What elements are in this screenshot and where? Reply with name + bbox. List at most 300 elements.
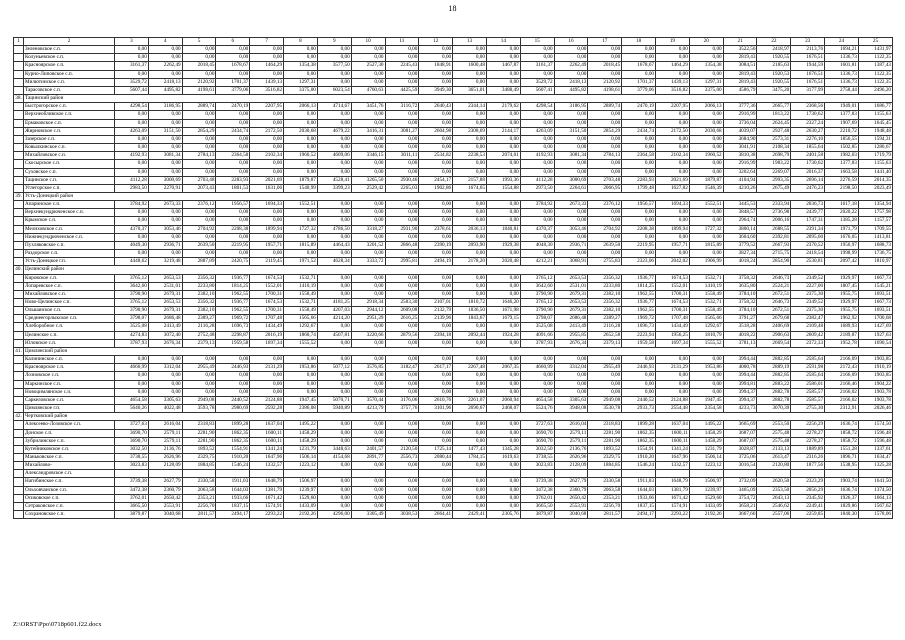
value-cell: 0,00 (115, 135, 149, 143)
value-cell: 0,00 (216, 135, 250, 143)
value-cell: 1697,34 (250, 339, 284, 347)
row-number-cell (14, 307, 24, 315)
value-cell: 0,00 (453, 478, 487, 486)
value-cell: 0,00 (453, 250, 487, 258)
value-cell: 2616,25 (385, 315, 419, 323)
value-cell: 0,00 (486, 54, 520, 62)
value-cell (115, 470, 149, 478)
value-cell: 0,00 (250, 233, 284, 241)
header-cell: 16 (554, 38, 588, 46)
value-cell: 1960,52 (689, 152, 723, 160)
settlement-name-cell: Ново-Целинское с.п. (24, 299, 115, 307)
value-cell: 2124,88 (250, 396, 284, 404)
value-cell: 0,00 (351, 217, 385, 225)
value-cell: 2557,06 (757, 511, 791, 519)
value-cell: 2066,13 (284, 103, 318, 111)
value-cell: 0,00 (486, 478, 520, 486)
value-cell: 0,00 (216, 250, 250, 258)
value-cell: 0,00 (453, 209, 487, 217)
value-cell: 2964,74 (723, 217, 757, 225)
header-cell: 20 (689, 38, 723, 46)
value-cell: 4198,61 (588, 86, 622, 94)
value-cell: 2265,03 (385, 184, 419, 192)
value-cell: 4660,99 (115, 364, 149, 372)
value-cell: 2434,74 (216, 127, 250, 135)
section-number: 39. (15, 192, 22, 199)
table-row (14, 388, 893, 396)
value-cell: 2256,29 (791, 421, 825, 429)
value-cell: 1700,31 (250, 290, 284, 298)
value-cell: 2667,93 (757, 241, 791, 249)
value-cell: 0,00 (351, 486, 385, 494)
settlement-name-cell: Мелиховское с.п. (24, 225, 115, 233)
value-cell: 1971,52 (284, 258, 318, 266)
value-cell: 2784,13 (588, 152, 622, 160)
value-cell: 2575,48 (757, 437, 791, 445)
value-cell: 1495,22 (689, 421, 723, 429)
value-cell: 1427,69 (858, 323, 892, 331)
value-cell: 3604,60 (723, 233, 757, 241)
value-cell: 1552,01 (656, 282, 690, 290)
section-number: 41. (15, 347, 22, 354)
value-cell: 0,00 (588, 250, 622, 258)
value-cell: 3465,09 (723, 486, 757, 494)
row-number-cell (14, 290, 24, 298)
table-row (14, 119, 893, 127)
value-cell: 3665,69 (723, 421, 757, 429)
value-cell: 1297,31 (689, 78, 723, 86)
value-cell: 2669,54 (757, 339, 791, 347)
value-cell: 0,00 (656, 46, 690, 54)
value-cell: 1341,24 (656, 445, 690, 453)
settlement-name-cell: Ольшанское с.п. (24, 307, 115, 315)
value-cell: 2056,29 (791, 486, 825, 494)
value-cell: 2882,78 (757, 396, 791, 404)
table-row (14, 494, 893, 502)
table-row (14, 233, 893, 241)
value-cell: 2293,22 (250, 511, 284, 519)
value-cell: 2891,77 (351, 453, 385, 461)
value-cell: 0,00 (453, 388, 487, 396)
value-cell: 0,00 (419, 119, 453, 127)
value-cell: 0,00 (284, 54, 318, 62)
value-cell: 1719,79 (858, 152, 892, 160)
value-cell: 2179,62 (486, 103, 520, 111)
value-cell: 2889,74 (588, 103, 622, 111)
row-number-cell (14, 201, 24, 209)
table-row (14, 258, 893, 266)
value-cell: 1947,45 (284, 396, 318, 404)
value-cell: 1810,97 (858, 258, 892, 266)
settlement-name-cell: Михайловское с.п. (24, 152, 115, 160)
value-cell: 2172,50 (656, 127, 690, 135)
footer-file-path: Z:\ORST\Ppo\0718p601.f22.docx (13, 621, 102, 628)
value-cell: 1879,87 (284, 176, 318, 184)
value-cell: 0,00 (351, 250, 385, 258)
table-row (14, 290, 893, 298)
table-row (14, 62, 893, 70)
row-number-cell (14, 388, 24, 396)
value-cell: 2318,83 (588, 421, 622, 429)
value-cell: 2679,68 (757, 315, 791, 323)
value-cell: 2879,56 (385, 331, 419, 339)
value-cell: 1433,09 (689, 502, 723, 510)
value-cell (284, 470, 318, 478)
value-cell: 0,00 (284, 119, 318, 127)
value-cell: 2936,71 (554, 241, 588, 249)
value-cell: 1896,71 (825, 453, 859, 461)
value-cell: 0,00 (689, 372, 723, 380)
value-cell: 0,00 (148, 160, 182, 168)
value-cell: 3790,90 (115, 307, 149, 315)
value-cell: 1906,99 (689, 258, 723, 266)
value-cell: 0,00 (385, 135, 419, 143)
value-cell: 1725,14 (419, 445, 453, 453)
value-cell: 1292,67 (689, 323, 723, 331)
value-cell: 2060,94 (486, 396, 520, 404)
value-cell: 2949,08 (588, 396, 622, 404)
value-cell: 2617,17 (419, 364, 453, 372)
value-cell: 2553,50 (757, 421, 791, 429)
value-cell: 2951,29 (351, 315, 385, 323)
row-number-cell (14, 111, 24, 119)
value-cell: 1899,28 (216, 421, 250, 429)
row-number-cell (14, 494, 24, 502)
value-cell: 0,00 (182, 380, 216, 388)
value-cell: 2620,50 (757, 478, 791, 486)
value-cell: 0,00 (250, 135, 284, 143)
value-cell: 2643,13 (757, 494, 791, 502)
row-number-cell (14, 119, 24, 127)
value-cell: 1458,29 (284, 437, 318, 445)
value-cell: 1855,64 (791, 144, 825, 152)
value-cell: 3738,55 (520, 453, 554, 461)
value-cell: 2429,41 (453, 511, 487, 519)
value-cell: 0,00 (656, 209, 690, 217)
value-cell: 1902,86 (419, 184, 453, 192)
value-cell: 1944,59 (791, 62, 825, 70)
value-cell: 3375,00 (284, 86, 318, 94)
value-cell: 0,00 (351, 274, 385, 282)
value-cell: 3072,40 (148, 331, 182, 339)
value-cell: 0,00 (148, 372, 182, 380)
value-cell: 3053,46 (148, 225, 182, 233)
value-cell: 2067,35 (486, 364, 520, 372)
value-cell: 0,00 (453, 502, 487, 510)
value-cell: 1879,87 (689, 176, 723, 184)
value-cell: 1889,89 (791, 445, 825, 453)
value-cell: 4298,54 (115, 103, 149, 111)
value-cell: 0,00 (351, 209, 385, 217)
value-cell: 1619,63 (486, 453, 520, 461)
value-cell: 1801,53 (216, 184, 250, 192)
value-cell: 1297,31 (284, 78, 318, 86)
table-row (14, 86, 893, 94)
value-cell: 2882,78 (757, 388, 791, 396)
value-cell: 2063,58 (588, 486, 622, 494)
table-row (14, 274, 893, 282)
value-cell: 2364,58 (216, 152, 250, 160)
value-cell: 0,00 (385, 54, 419, 62)
row-number-cell (14, 184, 24, 192)
value-cell: 0,00 (317, 502, 351, 510)
value-cell: 0,00 (486, 201, 520, 209)
value-cell: 1532,71 (284, 274, 318, 282)
value-cell: 3779,52 (723, 241, 757, 249)
value-cell: 1674,53 (250, 299, 284, 307)
value-cell: 3516,82 (250, 86, 284, 94)
value-cell: 0,00 (622, 209, 656, 217)
value-cell: 0,00 (419, 339, 453, 347)
value-cell: 0,00 (317, 486, 351, 494)
value-cell: 0,00 (419, 217, 453, 225)
value-cell: 0,00 (182, 160, 216, 168)
value-cell: 1506,97 (689, 478, 723, 486)
value-cell: 3765,12 (520, 299, 554, 307)
value-cell: 3040,68 (554, 511, 588, 519)
value-cell: 0,00 (419, 274, 453, 282)
value-cell (317, 470, 351, 478)
value-cell: 0,00 (284, 250, 318, 258)
value-cell: 0,00 (554, 217, 588, 225)
value-cell: 3151,50 (148, 127, 182, 135)
value-cell: 1122,35 (858, 70, 892, 78)
value-cell: 3738,55 (115, 453, 149, 461)
value-cell: 3762,01 (520, 494, 554, 502)
value-cell: 5524,76 (520, 405, 554, 413)
value-cell: 2889,19 (757, 364, 791, 372)
value-cell: 2128,09 (554, 462, 588, 470)
value-cell: 0,00 (284, 380, 318, 388)
value-cell: 0,00 (385, 429, 419, 437)
value-cell: 2006,16 (757, 217, 791, 225)
value-cell: 1332,57 (250, 462, 284, 470)
value-cell: 0,00 (554, 209, 588, 217)
value-cell: 2219,95 (216, 241, 250, 249)
value-cell: 1676,51 (791, 78, 825, 86)
value-cell: 1458,29 (689, 429, 723, 437)
row-number-cell (14, 241, 24, 249)
value-cell: 0,00 (622, 135, 656, 143)
table-row (14, 241, 893, 249)
value-cell: 0,00 (622, 160, 656, 168)
value-cell: 3642,60 (115, 282, 149, 290)
value-cell: 1674,53 (656, 274, 690, 282)
value-cell: 0,00 (520, 111, 554, 119)
value-cell: 0,00 (284, 160, 318, 168)
value-cell: 2198,50 (825, 184, 859, 192)
value-cell: 2703,48 (588, 176, 622, 184)
value-cell: 3690,70 (115, 437, 149, 445)
value-cell: 2529,42 (351, 184, 385, 192)
value-cell: 3081,34 (148, 152, 182, 160)
value-cell: 0,00 (148, 388, 182, 396)
value-cell: 1877,56 (791, 462, 825, 470)
value-cell: 3790,90 (115, 290, 149, 298)
value-cell: 0,00 (284, 356, 318, 364)
value-cell: 2364,58 (622, 152, 656, 160)
value-cell (622, 470, 656, 478)
value-cell: 0,00 (520, 372, 554, 380)
value-cell: 0,00 (656, 168, 690, 176)
value-cell: 4212,21 (520, 258, 554, 266)
value-cell: 1924,28 (486, 331, 520, 339)
value-cell: 3186,95 (554, 103, 588, 111)
value-cell: 2470,19 (216, 103, 250, 111)
value-cell: 2166,02 (825, 388, 859, 396)
value-cell: 1757,98 (858, 209, 892, 217)
value-cell: 0,00 (182, 54, 216, 62)
value-cell: 2553,91 (148, 502, 182, 510)
value-cell: 1784,15 (453, 453, 487, 461)
value-cell (419, 470, 453, 478)
value-cell: 4274,83 (115, 331, 149, 339)
value-cell: 1558,49 (284, 307, 318, 315)
value-cell: 0,00 (148, 119, 182, 127)
value-cell: 1674,53 (656, 299, 690, 307)
header-cell: 12 (419, 38, 453, 46)
value-cell: 0,00 (317, 201, 351, 209)
settlement-name-cell: Милютинское с.п. (24, 78, 115, 86)
value-cell: 0,00 (250, 168, 284, 176)
table-row (14, 453, 893, 461)
row-number-cell (14, 331, 24, 339)
value-cell: 2120,92 (588, 78, 622, 86)
value-cell: 2673,33 (148, 201, 182, 209)
header-cell: 5 (182, 38, 216, 46)
settlement-name-cell: Тацинское с.п. (24, 176, 115, 184)
value-cell: 1858,72 (825, 437, 859, 445)
value-cell: 2534,82 (419, 152, 453, 160)
value-cell: 0,00 (317, 494, 351, 502)
value-cell: 1810,79 (689, 331, 723, 339)
value-cell: 4154,68 (317, 453, 351, 461)
value-cell: 3016,54 (723, 462, 757, 470)
value-cell: 0,00 (453, 323, 487, 331)
value-cell: 0,00 (689, 46, 723, 54)
value-cell: 0,00 (419, 380, 453, 388)
value-cell: 0,00 (486, 429, 520, 437)
table-row (14, 421, 893, 429)
settlement-name-cell: Калининское с.п. (24, 356, 115, 364)
value-cell: 0,00 (317, 160, 351, 168)
value-cell: 5077,12 (317, 364, 351, 372)
value-cell: 0,00 (317, 78, 351, 86)
value-cell: 2283,93 (622, 176, 656, 184)
row-number-cell (14, 437, 24, 445)
value-cell: 3727,63 (115, 421, 149, 429)
value-cell: 0,00 (656, 233, 690, 241)
row-number-cell (14, 209, 24, 217)
value-cell: 1354,94 (858, 201, 892, 209)
value-cell: 0,00 (419, 388, 453, 396)
value-cell: 1627,82 (656, 184, 690, 192)
value-cell: 3176,06 (385, 396, 419, 404)
value-cell: 0,00 (351, 323, 385, 331)
value-cell: 1813,22 (757, 111, 791, 119)
settlement-name-cell: Суховское с.п. (24, 168, 115, 176)
value-cell: 2379,13 (182, 339, 216, 347)
value-cell: 3665,50 (115, 502, 149, 510)
value-cell: 0,00 (689, 70, 723, 78)
value-cell: 0,00 (419, 290, 453, 298)
value-cell: 1814,25 (622, 282, 656, 290)
row-number-cell (14, 380, 24, 388)
value-cell: 3658,21 (723, 502, 757, 510)
value-cell: 3577,50 (317, 62, 351, 70)
value-cell: 1920,55 (757, 78, 791, 86)
settlement-name-cell: Цимлянское г.п. (24, 405, 115, 413)
header-cell: 15 (520, 38, 554, 46)
value-cell: 2256,70 (182, 502, 216, 510)
value-cell: 3777,36 (723, 103, 757, 111)
value-cell: 1558,49 (284, 290, 318, 298)
value-cell: 1671,42 (656, 494, 690, 502)
value-cell: 2983,50 (115, 184, 149, 192)
value-cell: 1555,52 (689, 339, 723, 347)
value-cell: 0,00 (351, 78, 385, 86)
value-cell: 3635,80 (723, 282, 757, 290)
value-cell: 1736,75 (858, 250, 892, 258)
value-cell: 3684,90 (723, 135, 757, 143)
value-cell: 0,00 (385, 494, 419, 502)
value-cell: 2676,34 (148, 339, 182, 347)
settlement-name-cell: Михайловское с.п. (24, 290, 115, 298)
value-cell: 0,00 (419, 372, 453, 380)
value-cell: 2344,14 (453, 103, 487, 111)
table-row (14, 46, 893, 54)
value-cell: 0,00 (115, 388, 149, 396)
table-row (14, 184, 893, 192)
value-cell: 1565,66 (689, 315, 723, 323)
value-cell: 3787,93 (520, 339, 554, 347)
value-cell: 1381,79 (656, 486, 690, 494)
value-cell: 0,00 (486, 486, 520, 494)
value-cell: 3879,87 (115, 511, 149, 519)
value-cell: 0,00 (554, 54, 588, 62)
value-cell: 2354,58 (689, 405, 723, 413)
settlement-name-cell: Красноярское с.п. (24, 364, 115, 372)
value-cell: 0,00 (419, 135, 453, 143)
value-cell: 0,00 (351, 70, 385, 78)
value-cell: 0,00 (554, 46, 588, 54)
value-cell: 2066,95 (588, 184, 622, 192)
value-cell: 3445,53 (723, 201, 757, 209)
value-cell: 0,00 (656, 111, 690, 119)
value-cell: 1829,86 (825, 502, 859, 510)
value-cell: 1292,67 (284, 323, 318, 331)
value-cell: 1933,66 (622, 494, 656, 502)
value-cell: 2382,10 (182, 290, 216, 298)
value-cell: 2639,50 (588, 241, 622, 249)
value-cell: 2392,81 (757, 233, 791, 241)
row-number-cell (14, 78, 24, 86)
value-cell: 3790,90 (520, 307, 554, 315)
value-cell: 2418,54 (791, 250, 825, 258)
settlement-name-cell: Колуньевское с.п. (24, 54, 115, 62)
value-cell: 0,00 (182, 144, 216, 152)
value-cell: 1911,03 (216, 478, 250, 486)
value-cell: 0,00 (520, 135, 554, 143)
value-cell: 2630,27 (791, 127, 825, 135)
value-cell: 0,00 (689, 160, 723, 168)
row-number-cell (14, 250, 24, 258)
value-cell: 0,00 (216, 144, 250, 152)
value-cell: 1155,63 (858, 111, 892, 119)
row-number-cell (14, 502, 24, 510)
value-cell: 1933,66 (216, 494, 250, 502)
value-cell: 2018,45 (588, 62, 622, 70)
